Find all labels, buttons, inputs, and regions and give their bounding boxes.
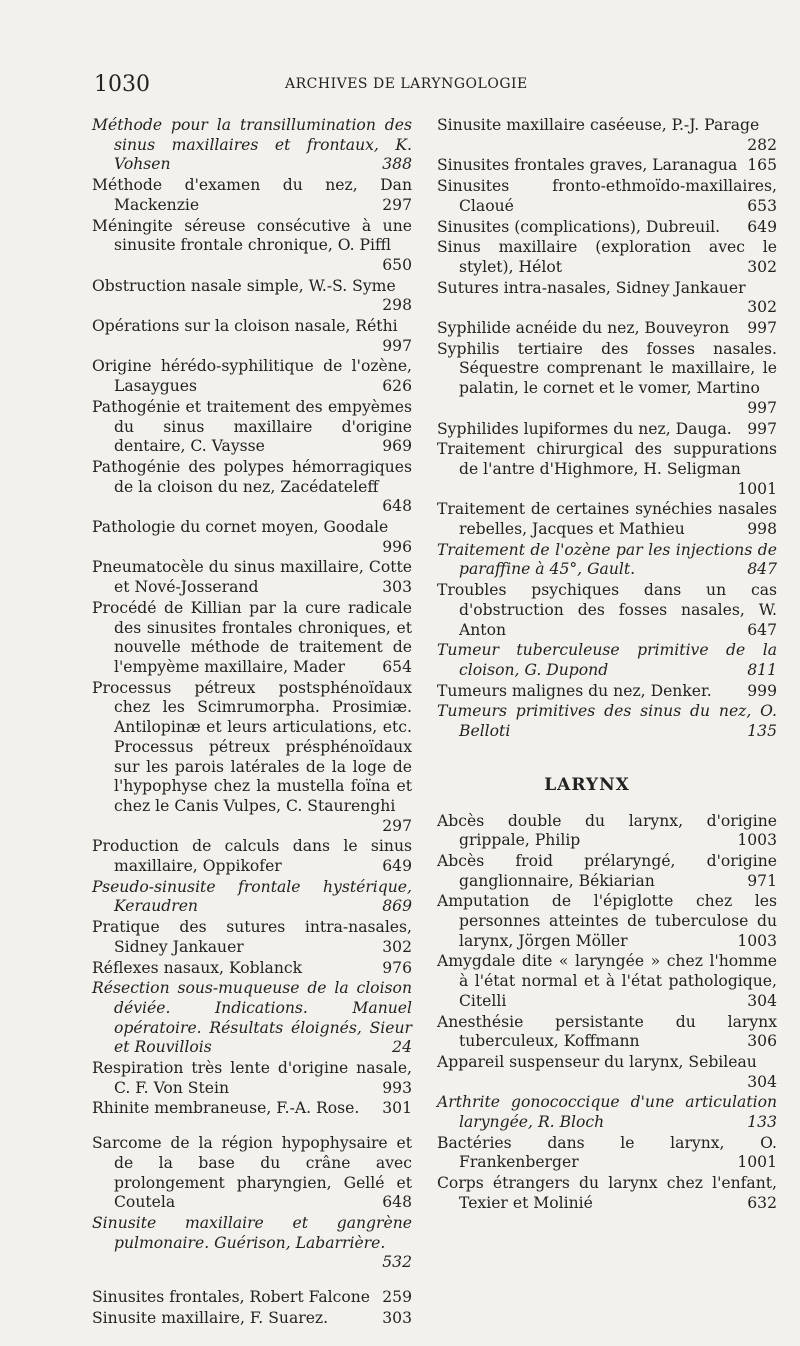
entry-page-number: 999 <box>747 681 777 700</box>
index-entry <box>437 702 777 741</box>
index-entry <box>92 458 412 517</box>
index-entry <box>437 156 777 176</box>
entry-page-number: 297 <box>382 195 412 214</box>
entry-page-number: 297 <box>382 816 412 835</box>
index-entry <box>437 1134 777 1173</box>
entry-page-number: 303 <box>382 578 412 597</box>
running-title: ARCHIVES DE LARYNGOLOGIE <box>285 76 528 92</box>
entry-text: Corps étrangers du larynx chez l'enfant, Texier et Molinié <box>437 1174 777 1212</box>
entry-text: Syphilide acnéide du nez, Bouveyron <box>437 319 730 338</box>
entry-page-number: 976 <box>382 958 412 977</box>
entry-text: Anesthésie persistante du larynx tuberculeux, Koffmann <box>437 1012 777 1051</box>
index-entry <box>437 581 777 640</box>
entry-text: Origine hérédo-syphilitique de l'ozène, Lasaygues <box>92 357 412 396</box>
entry-text: Résection sous-muqueuse de la cloison déviée. Indications. Manuel opératoire. Résultats éloignés, Sieur et Rouvillois <box>92 979 412 1057</box>
index-entry <box>437 1093 777 1132</box>
index-entry <box>92 518 412 557</box>
index-entry <box>437 1013 777 1052</box>
entry-page-number: 24 <box>392 1038 412 1057</box>
entry-text: Sinusites frontales, Robert Falcone <box>92 1288 371 1307</box>
entry-page-number: 1003 <box>737 931 777 950</box>
entry-page-number: 811 <box>747 660 777 679</box>
entry-page-number: 647 <box>747 620 777 639</box>
entry-text: Méthode pour la transillumination des sinus maxillaires et frontaux, K. Vohsen <box>92 116 412 174</box>
index-entry <box>437 1174 777 1213</box>
index-entry <box>437 1053 777 1092</box>
index-entry <box>92 679 412 837</box>
entry-text: Respiration très lente d'origine nasale, C. F. Von Stein <box>92 1059 412 1097</box>
entry-page-number: 969 <box>382 437 412 456</box>
index-entry <box>92 979 412 1058</box>
index-entry <box>437 279 777 318</box>
entry-text: Procédé de Killian par la cure radicale des sinusites frontales chroniques, et nouvelle méthode de traitement de l'empyème maxillaire, Mader <box>92 598 412 676</box>
entry-text: Pneumatocèle du sinus maxillaire, Cotte et Nové-Josserand <box>92 558 412 597</box>
entry-spacer <box>92 1274 412 1288</box>
index-entry <box>92 1059 412 1098</box>
entry-page-number: 302 <box>382 937 412 956</box>
entry-text: Rhinite membraneuse, F.-A. Rose. <box>92 1099 360 1118</box>
entry-text: Sinusite maxillaire, F. Suarez. <box>92 1308 329 1327</box>
index-entry <box>437 641 777 680</box>
index-entry <box>92 1134 412 1213</box>
index-entry <box>92 1214 412 1273</box>
entry-page-number: 303 <box>382 1308 412 1327</box>
entry-page-number: 1003 <box>737 831 777 850</box>
entry-text: Production de calculs dans le sinus maxillaire, Oppikofer <box>92 837 412 876</box>
entry-text: Sinusite maxillaire caséeuse, P.-J. Parage <box>437 116 760 134</box>
entry-text: Pratique des sutures intra-nasales, Sidney Jankauer <box>92 918 412 956</box>
entry-text: Abcès double du larynx, d'origine grippale, Philip <box>437 811 777 850</box>
entry-page-number: 1001 <box>737 1153 777 1172</box>
entry-text: Sinusites fronto-ethmoïdo-maxillaires, Claoué <box>437 177 777 215</box>
index-entry <box>92 176 412 215</box>
entry-spacer <box>92 1120 412 1134</box>
entry-text: Troubles psychiques dans un cas d'obstruction des fosses nasales, W. Anton <box>437 581 777 639</box>
entry-page-number: 996 <box>382 537 412 556</box>
entry-page-number: 298 <box>382 296 412 315</box>
entry-page-number: 304 <box>747 1072 777 1091</box>
index-entry <box>437 340 777 419</box>
entry-text: Bactéries dans le larynx, O. Frankenberger <box>437 1133 777 1172</box>
entry-page-number: 648 <box>382 1193 412 1212</box>
entry-page-number: 971 <box>747 871 777 890</box>
entry-text: Amputation de l'épiglotte chez les personnes atteintes de tuberculose du larynx, Jörgen Möller <box>437 892 777 950</box>
entry-page-number: 532 <box>382 1253 412 1272</box>
index-entry <box>92 1309 412 1329</box>
section-title-larynx: LARYNX <box>544 774 630 795</box>
larynx-entries <box>437 812 777 1214</box>
index-entry <box>437 852 777 891</box>
page-number: 1030 <box>94 72 150 97</box>
entry-text: Amygdale dite « laryngée » chez l'homme à l'état normal et à l'état pathologique, Citelli <box>437 952 777 1010</box>
index-entry <box>437 116 777 155</box>
index-entry <box>437 541 777 580</box>
entry-text: Syphilis tertiaire des fosses nasales. Séquestre comprenant le maxillaire, le palatin, le cornet et le vomer, Martino <box>437 339 777 398</box>
entry-page-number: 997 <box>747 419 777 438</box>
index-entry <box>92 217 412 276</box>
page-header <box>0 72 800 102</box>
entry-text: Méningite séreuse consécutive à une sinusite frontale chronique, O. Piffl <box>92 216 412 255</box>
entry-text: Tumeurs primitives des sinus du nez, O. Belloti <box>437 702 777 741</box>
index-entry <box>92 599 412 678</box>
entry-text: Traitement de certaines synéchies nasales rebelles, Jacques et Mathieu <box>437 500 777 539</box>
entry-text: Pathologie du cornet moyen, Goodale <box>92 518 389 537</box>
entry-text: Pseudo-sinusite frontale hystérique, Keraudren <box>92 877 412 916</box>
entry-page-number: 302 <box>747 298 777 317</box>
left-column <box>92 116 412 1329</box>
entry-page-number: 650 <box>382 255 412 274</box>
entry-text: Appareil suspenseur du larynx, Sebileau <box>437 1052 757 1071</box>
index-entry <box>92 398 412 457</box>
entry-page-number: 133 <box>747 1113 777 1132</box>
index-entry <box>92 918 412 957</box>
index-entry <box>437 500 777 539</box>
index-entry <box>437 892 777 951</box>
entry-text: Opérations sur la cloison nasale, Réthi <box>92 317 398 336</box>
entry-text: Sinus maxillaire (exploration avec le stylet), Hélot <box>437 238 777 276</box>
entry-page-number: 304 <box>747 991 777 1010</box>
entry-text: Tumeur tuberculeuse primitive de la cloison, G. Dupond <box>437 641 777 679</box>
index-entry <box>92 837 412 876</box>
index-entries-right <box>437 116 777 742</box>
entry-page-number: 282 <box>747 135 777 154</box>
index-entry <box>92 277 412 316</box>
entry-text: Processus pétreux postsphénoïdaux chez les Scimrumorpha. Prosimiæ. Antilopinæ et leurs articulations, etc. Processus pétreux présphénoïdaux sur les parois latérales de la loge de l'hypophyse chez la mustella foïna et chez le Canis Vulpes, C. Staurenghi <box>92 678 412 815</box>
entry-page-number: 302 <box>747 257 777 276</box>
entry-text: Arthrite gonococcique d'une articulation laryngée, R. Bloch <box>437 1093 777 1132</box>
index-entry <box>437 420 777 440</box>
entry-page-number: 997 <box>382 336 412 355</box>
entry-page-number: 1001 <box>737 479 777 498</box>
index-entry <box>437 218 777 238</box>
index-entry <box>92 959 412 979</box>
index-entry <box>437 440 777 499</box>
index-entry <box>92 1099 412 1119</box>
right-column <box>437 116 777 1215</box>
entry-text: Sinusites (complications), Dubreuil. <box>437 217 721 236</box>
entry-text: Méthode d'examen du nez, Dan Mackenzie <box>92 176 412 214</box>
entry-page-number: 847 <box>747 560 777 579</box>
entry-text: Sinusites frontales graves, Laranagua <box>437 156 738 175</box>
entry-page-number: 653 <box>747 196 777 215</box>
entry-page-number: 997 <box>747 398 777 417</box>
entry-text: Syphilides lupiformes du nez, Dauga. <box>437 419 732 438</box>
index-entry <box>92 357 412 396</box>
entry-text: Sinusite maxillaire et gangrène pulmonaire. Guérison, Labarrière. <box>92 1213 412 1252</box>
entry-page-number: 626 <box>382 377 412 396</box>
index-entry <box>92 1288 412 1308</box>
index-entry <box>437 319 777 339</box>
index-entry <box>437 812 777 851</box>
index-entry <box>437 238 777 277</box>
index-entry <box>92 878 412 917</box>
index-entry <box>92 317 412 356</box>
entry-page-number: 997 <box>747 319 777 338</box>
entry-page-number: 632 <box>747 1193 777 1212</box>
index-entry <box>437 682 777 702</box>
entry-page-number: 654 <box>382 657 412 676</box>
entry-text: Sarcome de la région hypophysaire et de la base du crâne avec prolongement pharyngien, Gellé et Coutela <box>92 1134 412 1212</box>
index-entry <box>92 558 412 597</box>
entry-page-number: 993 <box>382 1078 412 1097</box>
entry-page-number: 869 <box>382 897 412 916</box>
entry-page-number: 259 <box>382 1288 412 1307</box>
entry-page-number: 301 <box>382 1099 412 1118</box>
entry-page-number: 165 <box>747 156 777 175</box>
entry-text: Obstruction nasale simple, W.-S. Syme <box>92 276 396 295</box>
entry-page-number: 648 <box>382 497 412 516</box>
entry-text: Pathogénie des polypes hémorragiques de la cloison du nez, Zacédateleff <box>92 457 412 496</box>
entry-page-number: 306 <box>747 1032 777 1051</box>
entry-text: Tumeurs malignes du nez, Denker. <box>437 681 712 700</box>
entry-page-number: 649 <box>382 857 412 876</box>
entry-page-number: 649 <box>747 217 777 236</box>
entry-page-number: 998 <box>747 520 777 539</box>
entry-page-number: 388 <box>382 155 412 174</box>
index-entry <box>437 177 777 216</box>
index-entry <box>92 116 412 175</box>
entry-page-number: 135 <box>747 722 777 741</box>
entry-text: Pathogénie et traitement des empyèmes du sinus maxillaire d'origine dentaire, C. Vaysse <box>92 397 412 456</box>
entry-text: Traitement de l'ozène par les injections de paraffine à 45°, Gault. <box>437 540 777 579</box>
entry-text: Traitement chirurgical des suppurations de l'antre d'Highmore, H. Seligman <box>437 440 777 478</box>
index-entry <box>437 952 777 1011</box>
entry-text: Abcès froid prélaryngé, d'origine ganglionnaire, Békiarian <box>437 851 777 890</box>
entry-text: Réflexes nasaux, Koblanck <box>92 958 303 977</box>
entry-text: Sutures intra-nasales, Sidney Jankauer <box>437 278 746 297</box>
